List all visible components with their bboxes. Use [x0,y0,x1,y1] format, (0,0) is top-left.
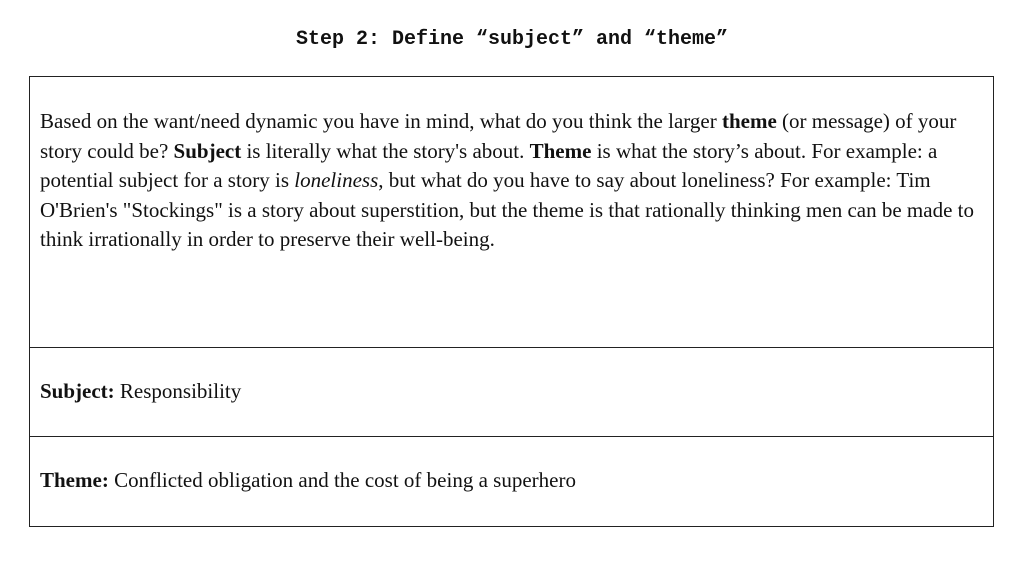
prompt-text-1: Based on the want/need dynamic you have in mind, what do you think the larger [40,109,722,133]
subject-value: Responsibility [114,379,242,403]
theme-label: Theme: [40,468,109,492]
theme-row [30,437,994,527]
prompt-cell [30,77,994,348]
subject-cell [30,348,994,437]
prompt-text-4: is what the story’s about. For example: a potential subject for a story is [40,138,938,192]
theme-cell [30,437,994,527]
prompt-text-2: (or message) of your story could be? [40,109,957,163]
subject-label: Subject: [40,379,115,403]
prompt-text-3: is literally what the story's about. [241,138,530,163]
worksheet-table [29,76,994,527]
subject-row [30,348,994,437]
prompt-row [30,77,994,348]
prompt-bold-theme-2: Theme [529,138,592,163]
prompt-italic-loneliness: loneliness [294,168,379,192]
prompt-bold-subject: Subject [173,138,242,163]
theme-value: Conflicted obligation and the cost of being a superhero [108,468,576,492]
prompt-text-5: , but what do you have to say about loneliness? For example: Tim O'Brien's "Stockings" is a story about superstition, but the theme is that rationally thinking men can be made to think irrationally in order to preserve their well-being. [40,168,974,251]
prompt-bold-theme: theme [721,109,777,133]
step-heading: Step 2: Define “subject” and “theme” [295,28,729,51]
